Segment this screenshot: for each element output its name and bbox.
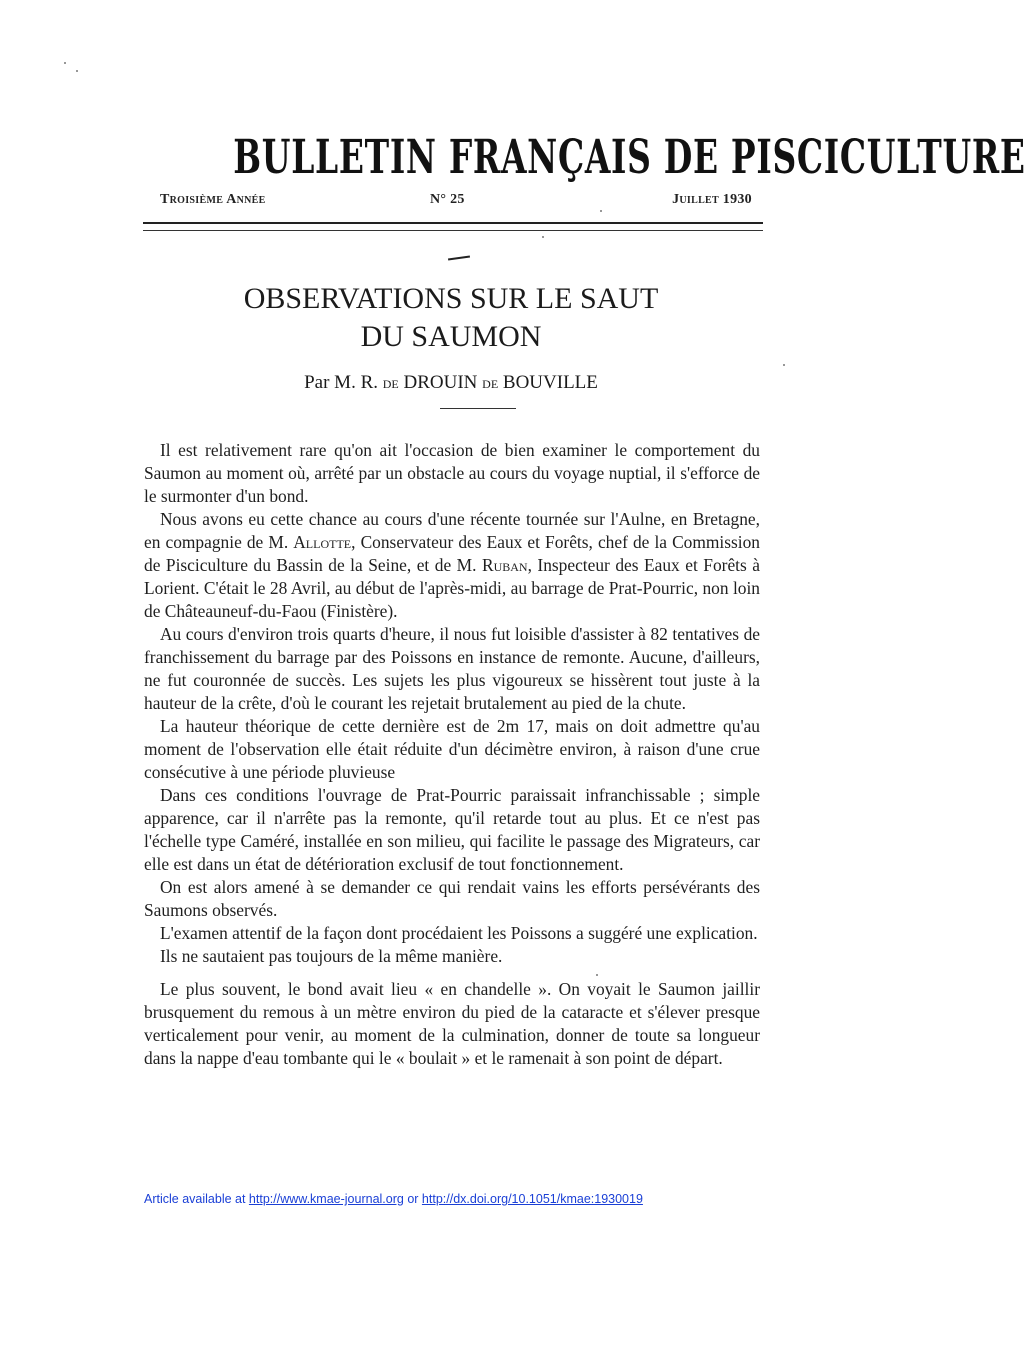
paragraph-8: Ils ne sautaient pas toujours de la même manière.	[160, 946, 503, 966]
paragraph-7: L'examen attentif de la façon dont procédaient les Poissons a suggéré une explication.	[160, 923, 758, 943]
paragraph-2-text-b: , Conservateur des Eaux et Forêts, chef de la Commission de Pisciculture du Bassin de la Seine, et de M.	[144, 532, 761, 575]
author-particle-2: de	[482, 373, 499, 392]
paragraph-9: Le plus souvent, le bond avait lieu « en chandelle ». On voyait le Saumon jaillir brusquement du remous à un mètre environ du pied de la cataracte et s'élever presque verticalement pour venir, au moment de la culmination, donner de toute sa longueur dans la nappe d'eau tombante qui le « boulait » et le ramenait à son point de départ.	[144, 979, 760, 1068]
author-particle-1: de	[382, 373, 399, 392]
paragraph-1: Il est relativement rare qu'on ait l'occasion de bien examiner le comportement du Saumon au moment où, arrêté par un obstacle au cours du voyage nuptial, il s'efforce de le surmonter d'un bond.	[144, 440, 760, 506]
doi-link[interactable]: http://dx.doi.org/10.1051/kmae:1930019	[421, 1192, 643, 1206]
paragraph-5: Dans ces conditions l'ouvrage de Prat-Pourric paraissait infranchissable ; simple apparence, car il n'arrête pas la remonte, qu'il retarde tout au plus. Et ce n'est pas l'échelle type Caméré, installée en son milieu, qui facilite le passage des Migrateurs, car elle est dans un état de détérioration exclusif de tout fonctionnement.	[144, 785, 760, 874]
paragraph-2-text-a: Nous avons eu cette chance au cours d'une récente tournée sur l'Aulne, en Bretagne, en compagnie de M.	[144, 509, 760, 552]
author-underline	[440, 408, 516, 409]
author-name-1: DROUIN	[403, 372, 478, 393]
scan-speck	[64, 62, 66, 64]
paragraph-2-text-c: , Inspecteur des Eaux et Forêts à Lorient. C'était le 28 Avril, au début de l'après-midi, au barrage de Prat-Pourric, non loin de Châteauneuf-du-Faou (Finistère).	[144, 555, 760, 621]
scan-speck	[783, 364, 785, 366]
person-name-allotte: Allotte	[293, 532, 352, 552]
scan-speck	[596, 974, 598, 976]
scan-speck	[76, 70, 78, 72]
scan-speck	[542, 236, 544, 238]
article-author	[140, 372, 762, 394]
footer-middle: or	[403, 1192, 422, 1206]
issue-date: Juillet 1930	[672, 192, 752, 207]
header-rule-thin	[143, 230, 763, 231]
author-prefix: Par M. R.	[304, 372, 379, 393]
footer-prefix: Article available at	[144, 1192, 249, 1206]
paragraph-6: On est alors amené à se demander ce qui rendait vains les efforts persévérants des Saumons observés.	[144, 877, 760, 920]
paragraph-2	[144, 508, 760, 623]
author-name-2: BOUVILLE	[502, 372, 598, 393]
issue-info-row	[160, 192, 752, 212]
header-rule-thick	[143, 222, 763, 224]
article-title-line1: OBSERVATIONS SUR LE SAUT	[243, 282, 659, 315]
paragraph-4: La hauteur théorique de cette dernière est de 2m 17, mais on doit admettre qu'au moment de l'observation elle était réduite d'un décimètre environ, à raison d'une crue consécutive à une période pluvieuse	[144, 716, 760, 782]
ornament-dash	[448, 255, 470, 260]
article-body	[144, 439, 760, 1070]
issue-number: N° 25	[430, 192, 465, 207]
scan-speck	[600, 210, 602, 212]
article-title	[140, 280, 762, 356]
paragraph-3: Au cours d'environ trois quarts d'heure, il nous fut loisible d'assister à 82 tentatives de franchissement du barrage par des Poissons en instance de remonte. Aucune, d'ailleurs, ne fut couronnée de succès. Les sujets les plus vigoureux se hissèrent tout juste à la hauteur de la crête, d'où le courant les rejetait brutalement au pied de la chute.	[144, 624, 760, 713]
journal-link[interactable]: http://www.kmae-journal.org	[248, 1192, 404, 1206]
journal-masthead: BULLETIN FRANÇAIS DE PISCICULTURE	[233, 130, 1026, 185]
year-label: Troisième Année	[160, 192, 266, 207]
availability-footer	[144, 1192, 643, 1206]
article-title-line2: DU SAUMON	[360, 320, 542, 353]
person-name-ruban: Ruban	[481, 555, 528, 575]
